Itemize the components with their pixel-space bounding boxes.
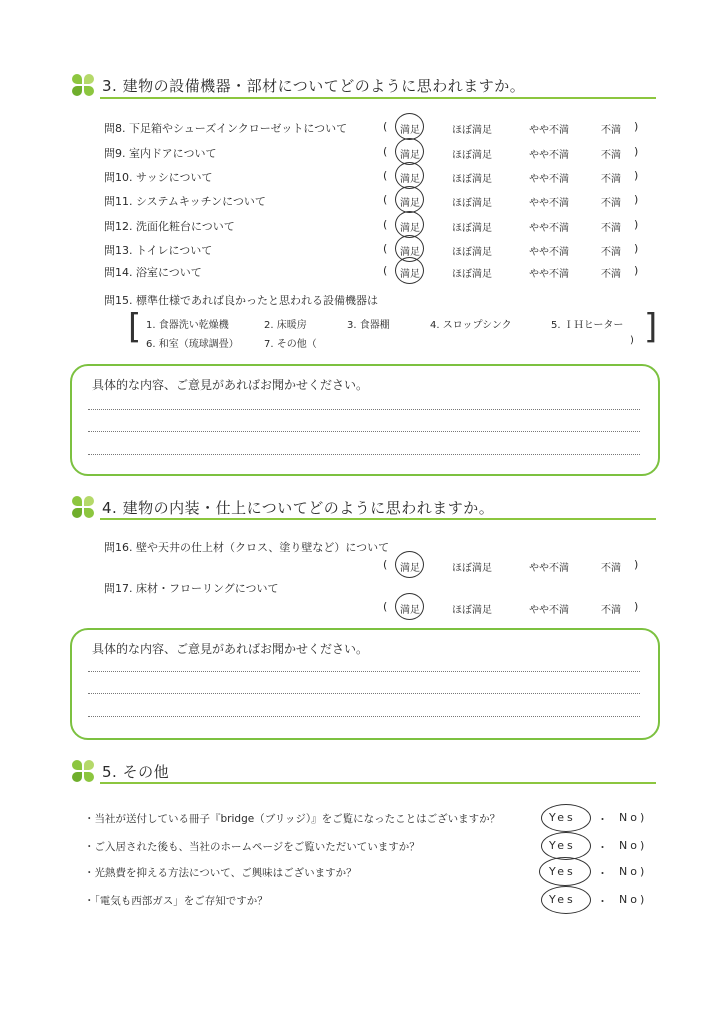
selected-circle [395,113,424,140]
paren-open: ( [383,558,388,571]
paren-open: ( [383,218,388,231]
bracket-right: ] [644,307,658,347]
yes-option[interactable]: Yes [549,893,576,906]
choice-ih-heater[interactable]: 5. ＩＨヒーター [551,320,624,331]
comment-line [88,454,640,455]
paren-close: ) [634,169,639,182]
comment-line [88,409,640,410]
option-mostly-satisfied[interactable]: ほぼ満足 [452,125,492,136]
selected-circle [395,162,424,189]
no-option[interactable]: No) [619,865,648,878]
paren-open: ( [383,600,388,613]
option-mostly-satisfied[interactable]: ほぼ満足 [452,247,492,258]
question-8: 問8. 下足箱やシューズインクローゼットについて [104,122,348,135]
option-satisfied[interactable]: 満足 [400,125,420,136]
question-17: 問17. 床材・フローリングについて [104,582,279,595]
clover-icon [72,760,94,782]
option-dissatisfied[interactable]: 不満 [601,125,621,136]
paren-close: ) [634,558,639,571]
selected-circle [395,257,424,284]
option-somewhat-dissatisfied[interactable]: やや不満 [529,174,569,185]
option-somewhat-dissatisfied[interactable]: やや不満 [529,605,569,616]
option-mostly-satisfied[interactable]: ほぼ満足 [452,269,492,280]
paren-open: ( [383,193,388,206]
paren-close: ) [634,120,639,133]
question-9: 問9. 室内ドアについて [104,147,217,160]
comment-line [88,671,640,672]
option-satisfied[interactable]: 満足 [400,605,420,616]
option-satisfied[interactable]: 満足 [400,269,420,280]
paren-close: ) [634,264,639,277]
option-mostly-satisfied[interactable]: ほぼ満足 [452,563,492,574]
question-homepage: ・ご入居された後も、当社のホームページをご覧いただいていますか？ [84,841,420,853]
no-option[interactable]: No) [619,811,648,824]
yes-option[interactable]: Yes [549,811,576,824]
option-satisfied[interactable]: 満足 [400,174,420,185]
selected-circle [395,551,424,578]
yes-option[interactable]: Yes [549,865,576,878]
question-bridge-booklet: ・当社が送付している冊子『bridge（ブリッジ）』をご覧になったことはございますか？ [84,813,501,825]
paren-open: ( [383,264,388,277]
question-13: 問13. トイレについて [104,244,213,257]
option-dissatisfied[interactable]: 不満 [601,247,621,258]
comment-line [88,431,640,432]
choice-slop-sink[interactable]: 4. スロップシンク [430,320,512,331]
option-mostly-satisfied[interactable]: ほぼ満足 [452,605,492,616]
option-dissatisfied[interactable]: 不満 [601,605,621,616]
selected-circle [395,186,424,213]
choice-other-close: ) [630,335,634,346]
choice-other[interactable]: 7. その他（ [264,339,317,350]
section-4-title: 4. 建物の内装・仕上についてどのように思われますか。 [102,499,495,517]
paren-open: ( [383,120,388,133]
option-dissatisfied[interactable]: 不満 [601,174,621,185]
section-5-title: 5. その他 [102,763,170,781]
comment-box-label: 具体的な内容、ご意見があればお聞かせください。 [92,378,369,392]
option-somewhat-dissatisfied[interactable]: やや不満 [529,269,569,280]
option-somewhat-dissatisfied[interactable]: やや不満 [529,563,569,574]
option-dissatisfied[interactable]: 不満 [601,223,621,234]
paren-open: ( [383,169,388,182]
no-option[interactable]: No) [619,893,648,906]
question-15: 問15. 標準仕様であれば良かったと思われる設備機器は [104,294,378,307]
choice-cupboard[interactable]: 3. 食器棚 [347,320,390,331]
no-option[interactable]: No) [619,839,648,852]
option-satisfied[interactable]: 満足 [400,247,420,258]
comment-box-label: 具体的な内容、ご意見があればお聞かせください。 [92,642,369,656]
separator: ・ [597,813,608,826]
question-10: 問10. サッシについて [104,171,213,184]
option-dissatisfied[interactable]: 不満 [601,269,621,280]
option-somewhat-dissatisfied[interactable]: やや不満 [529,125,569,136]
choice-dishwasher[interactable]: 1. 食器洗い乾燥機 [146,320,229,331]
option-satisfied[interactable]: 満足 [400,563,420,574]
separator: ・ [597,867,608,880]
selected-circle [541,832,591,860]
selected-circle [395,211,424,238]
comment-line [88,716,640,717]
paren-close: ) [634,193,639,206]
option-mostly-satisfied[interactable]: ほぼ満足 [452,150,492,161]
question-utility-savings: ・光熱費を抑える方法について、ご興味はございますか？ [84,867,357,879]
section-3-title: 3. 建物の設備機器・部材についてどのように思われますか。 [102,77,526,95]
question-11: 問11. システムキッチンについて [104,195,266,208]
paren-close: ) [634,145,639,158]
separator: ・ [597,895,608,908]
clover-icon [72,74,94,96]
option-satisfied[interactable]: 満足 [400,223,420,234]
option-dissatisfied[interactable]: 不満 [601,198,621,209]
option-dissatisfied[interactable]: 不満 [601,563,621,574]
option-somewhat-dissatisfied[interactable]: やや不満 [529,198,569,209]
choice-japanese-room[interactable]: 6. 和室（琉球調畳） [146,339,239,350]
selected-circle [541,886,591,914]
choice-floor-heating[interactable]: 2. 床暖房 [264,320,307,331]
comment-line [88,693,640,694]
option-dissatisfied[interactable]: 不満 [601,150,621,161]
option-mostly-satisfied[interactable]: ほぼ満足 [452,198,492,209]
selected-circle [395,138,424,165]
question-seibu-gas: ・「電気も西部ガス」をご存知ですか？ [84,895,268,907]
section-5-rule [100,782,656,784]
option-satisfied[interactable]: 満足 [400,198,420,209]
option-somewhat-dissatisfied[interactable]: やや不満 [529,150,569,161]
paren-close: ) [634,218,639,231]
paren-open: ( [383,145,388,158]
selected-circle [539,857,591,886]
option-mostly-satisfied[interactable]: ほぼ満足 [452,223,492,234]
selected-circle [395,593,424,620]
bracket-left: [ [128,307,142,347]
section-3-rule [100,97,656,99]
option-somewhat-dissatisfied[interactable]: やや不満 [529,247,569,258]
option-mostly-satisfied[interactable]: ほぼ満足 [452,174,492,185]
paren-close: ) [634,242,639,255]
paren-close: ) [634,600,639,613]
section-4-rule [100,518,656,520]
question-16: 問16. 壁や天井の仕上材（クロス、塗り壁など）について [104,541,390,554]
option-satisfied[interactable]: 満足 [400,150,420,161]
separator: ・ [597,841,608,854]
clover-icon [72,496,94,518]
question-14: 問14. 浴室について [104,266,202,279]
yes-option[interactable]: Yes [549,839,576,852]
option-somewhat-dissatisfied[interactable]: やや不満 [529,223,569,234]
paren-open: ( [383,242,388,255]
question-12: 問12. 洗面化粧台について [104,220,235,233]
selected-circle [541,804,591,832]
